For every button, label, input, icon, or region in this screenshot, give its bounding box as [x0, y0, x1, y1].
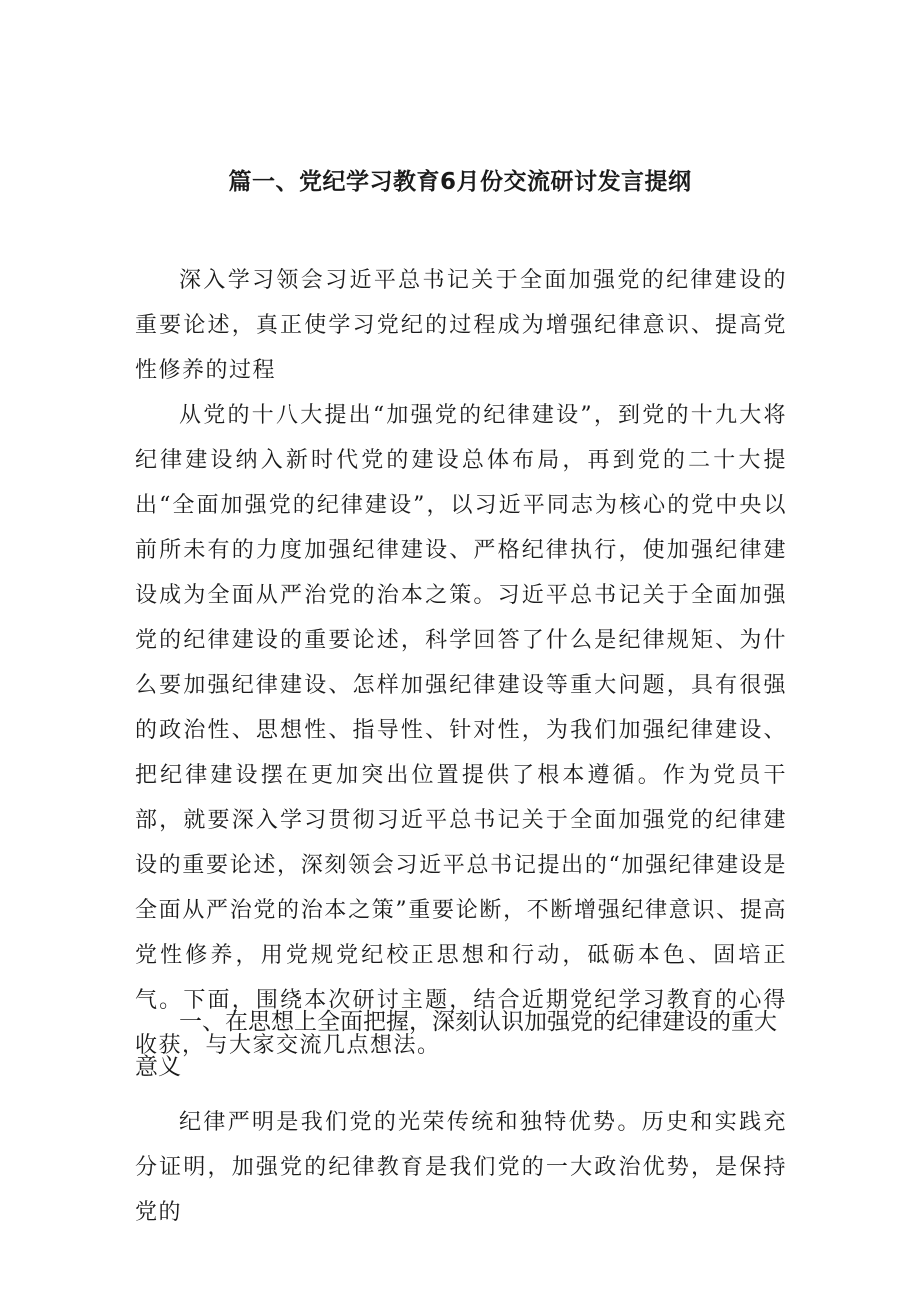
body-paragraph-1: 从党的十八大提出“加强党的纪律建设”，到党的十九大将纪律建设纳入新时代党的建设总体布局，再到党的二十大提出“全面加强党的纪律建设”，以习近平同志为核心的党中央以前所未有的力度加强纪律建设、严格纪律执行，使加强纪律建设成为全面从严治党的治本之策。习近平总书记关于全面加强党的纪律建设的重要论述，科学回答了什么是纪律规矩、为什么要加强纪律建设、怎样加强纪律建设等重大问题，具有很强的政治性、思想性、指导性、针对性，为我们加强纪律建设、把纪律建设摆在更加突出位置提供了根本遵循。作为党员干部，就要深入学习贯彻习近平总书记关于全面加强党的纪律建设的重要论述，深刻领会习近平总书记提出的“加强纪律建设是全面从严治党的治本之策”重要论断，不断增强纪律意识、提高党性修养，用党规党纪校正思想和行动，砥砺本色、固培正气。下面，围绕本次研讨主题，结合近期党纪学习教育的心得收获，与大家交流几点想法。	[135, 403, 787, 1058]
intro-heading-paragraph: 深入学习领会习近平总书记关于全面加强党的纪律建设的重要论述，真正使学习党纪的过程成为增强纪律意识、提高党性修养的过程	[135, 268, 787, 383]
body-paragraph-2: 纪律严明是我们党的光荣传统和独特优势。历史和实践充分证明，加强党的纪律教育是我们党的一大政治优势，是保持党的	[135, 1110, 787, 1225]
document-title: 篇一、党纪学习教育6月份交流研讨发言提纲	[228, 169, 692, 195]
section-1-heading: 一、在思想上全面把握，深刻认识加强党的纪律建设的重大意义	[135, 1009, 777, 1080]
